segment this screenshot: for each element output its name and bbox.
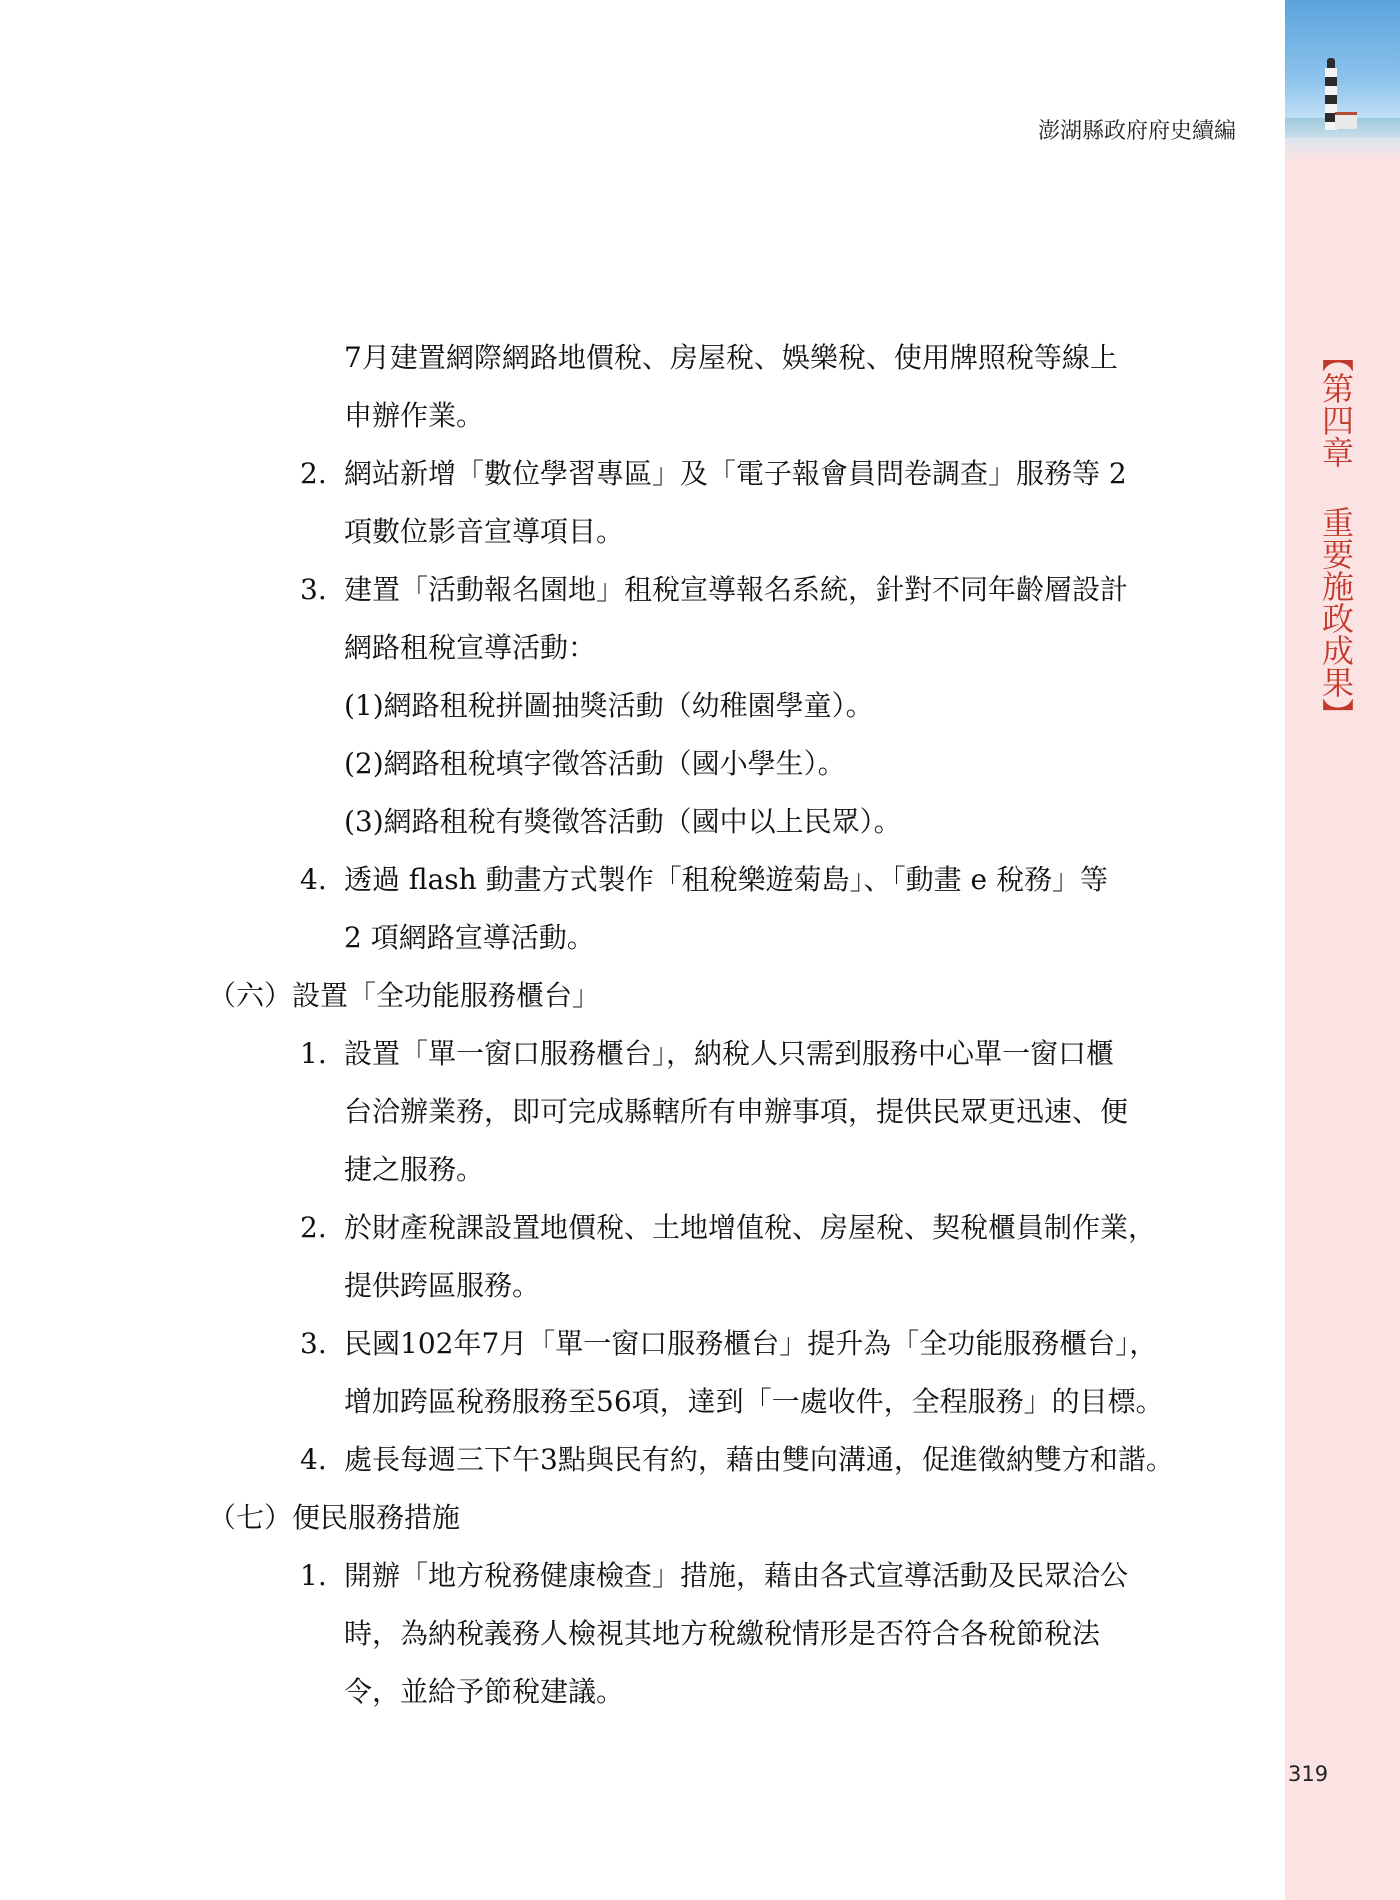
page-number: 319 <box>1288 1762 1329 1786</box>
list-item-text: 於財產稅課設置地價稅、土地增值稅、房屋稅、契稅櫃員制作業， <box>344 1211 1157 1244</box>
lighthouse-lamp <box>1327 58 1335 68</box>
side-strip <box>1285 0 1400 1900</box>
list-number: 2. <box>300 1211 327 1244</box>
keeper-house <box>1335 112 1357 129</box>
chapter-tag: 【第四章 重要施政成果】 <box>1317 340 1355 730</box>
text-line: 網路租稅宣導活動： <box>344 631 597 664</box>
lighthouse-photo <box>1285 0 1400 160</box>
list-number: 4. <box>300 863 327 896</box>
sub-item: (2)網路租稅填字徵答活動（國小學生）。 <box>344 747 846 780</box>
list-number: 4. <box>300 1443 327 1476</box>
text-line: 提供跨區服務。 <box>344 1269 541 1302</box>
list-item-text: 建置「活動報名園地」租稅宣導報名系統，針對不同年齡層設計 <box>344 573 1129 606</box>
text-line: 項數位影音宣導項目。 <box>344 515 625 548</box>
list-item-text: 開辦「地方稅務健康檢查」措施，藉由各式宣導活動及民眾洽公 <box>344 1559 1129 1592</box>
list-item-text: 透過 flash 動畫方式製作「租稅樂遊菊島」、「動畫 e 稅務」等 <box>344 863 1108 896</box>
text-line: 台洽辦業務，即可完成縣轄所有申辦事項，提供民眾更迅速、便 <box>344 1095 1129 1128</box>
list-number: 3. <box>300 573 327 606</box>
text-line: 時，為納稅義務人檢視其地方稅繳稅情形是否符合各稅節稅法 <box>344 1617 1101 1650</box>
section-heading: （七）便民服務措施 <box>208 1501 461 1534</box>
text-line: 2 項網路宣導活動。 <box>344 921 595 954</box>
list-number: 2. <box>300 457 327 490</box>
text-line: 申辦作業。 <box>344 399 485 432</box>
text-line: 增加跨區稅務服務至56項，達到「一處收件，全程服務」的目標。 <box>344 1385 1164 1418</box>
list-number: 1. <box>300 1037 327 1070</box>
list-item-text: 處長每週三下午3點與民有約，藉由雙向溝通，促進徵納雙方和諧。 <box>344 1443 1174 1476</box>
text-line: 令，並給予節稅建議。 <box>344 1675 625 1708</box>
list-item-text: 網站新增「數位學習專區」及「電子報會員問卷調查」服務等 2 <box>344 457 1127 490</box>
text-line: 捷之服務。 <box>344 1153 485 1186</box>
sub-item: (3)網路租稅有獎徵答活動（國中以上民眾）。 <box>344 805 902 838</box>
text-line: 7月建置網際網路地價稅、房屋稅、娛樂稅、使用牌照稅等線上 <box>344 341 1118 374</box>
running-title: 澎湖縣政府府史續編 <box>1037 119 1236 144</box>
list-item-text: 民國102年7月「單一窗口服務櫃台」提升為「全功能服務櫃台」， <box>344 1327 1158 1360</box>
list-number: 1. <box>300 1559 327 1592</box>
list-item-text: 設置「單一窗口服務櫃台」，納稅人只需到服務中心單一窗口櫃 <box>344 1037 1115 1070</box>
sub-item: (1)網路租稅拼圖抽獎活動（幼稚園學童）。 <box>344 689 874 722</box>
list-number: 3. <box>300 1327 327 1360</box>
section-heading: （六）設置「全功能服務櫃台」 <box>208 979 601 1012</box>
